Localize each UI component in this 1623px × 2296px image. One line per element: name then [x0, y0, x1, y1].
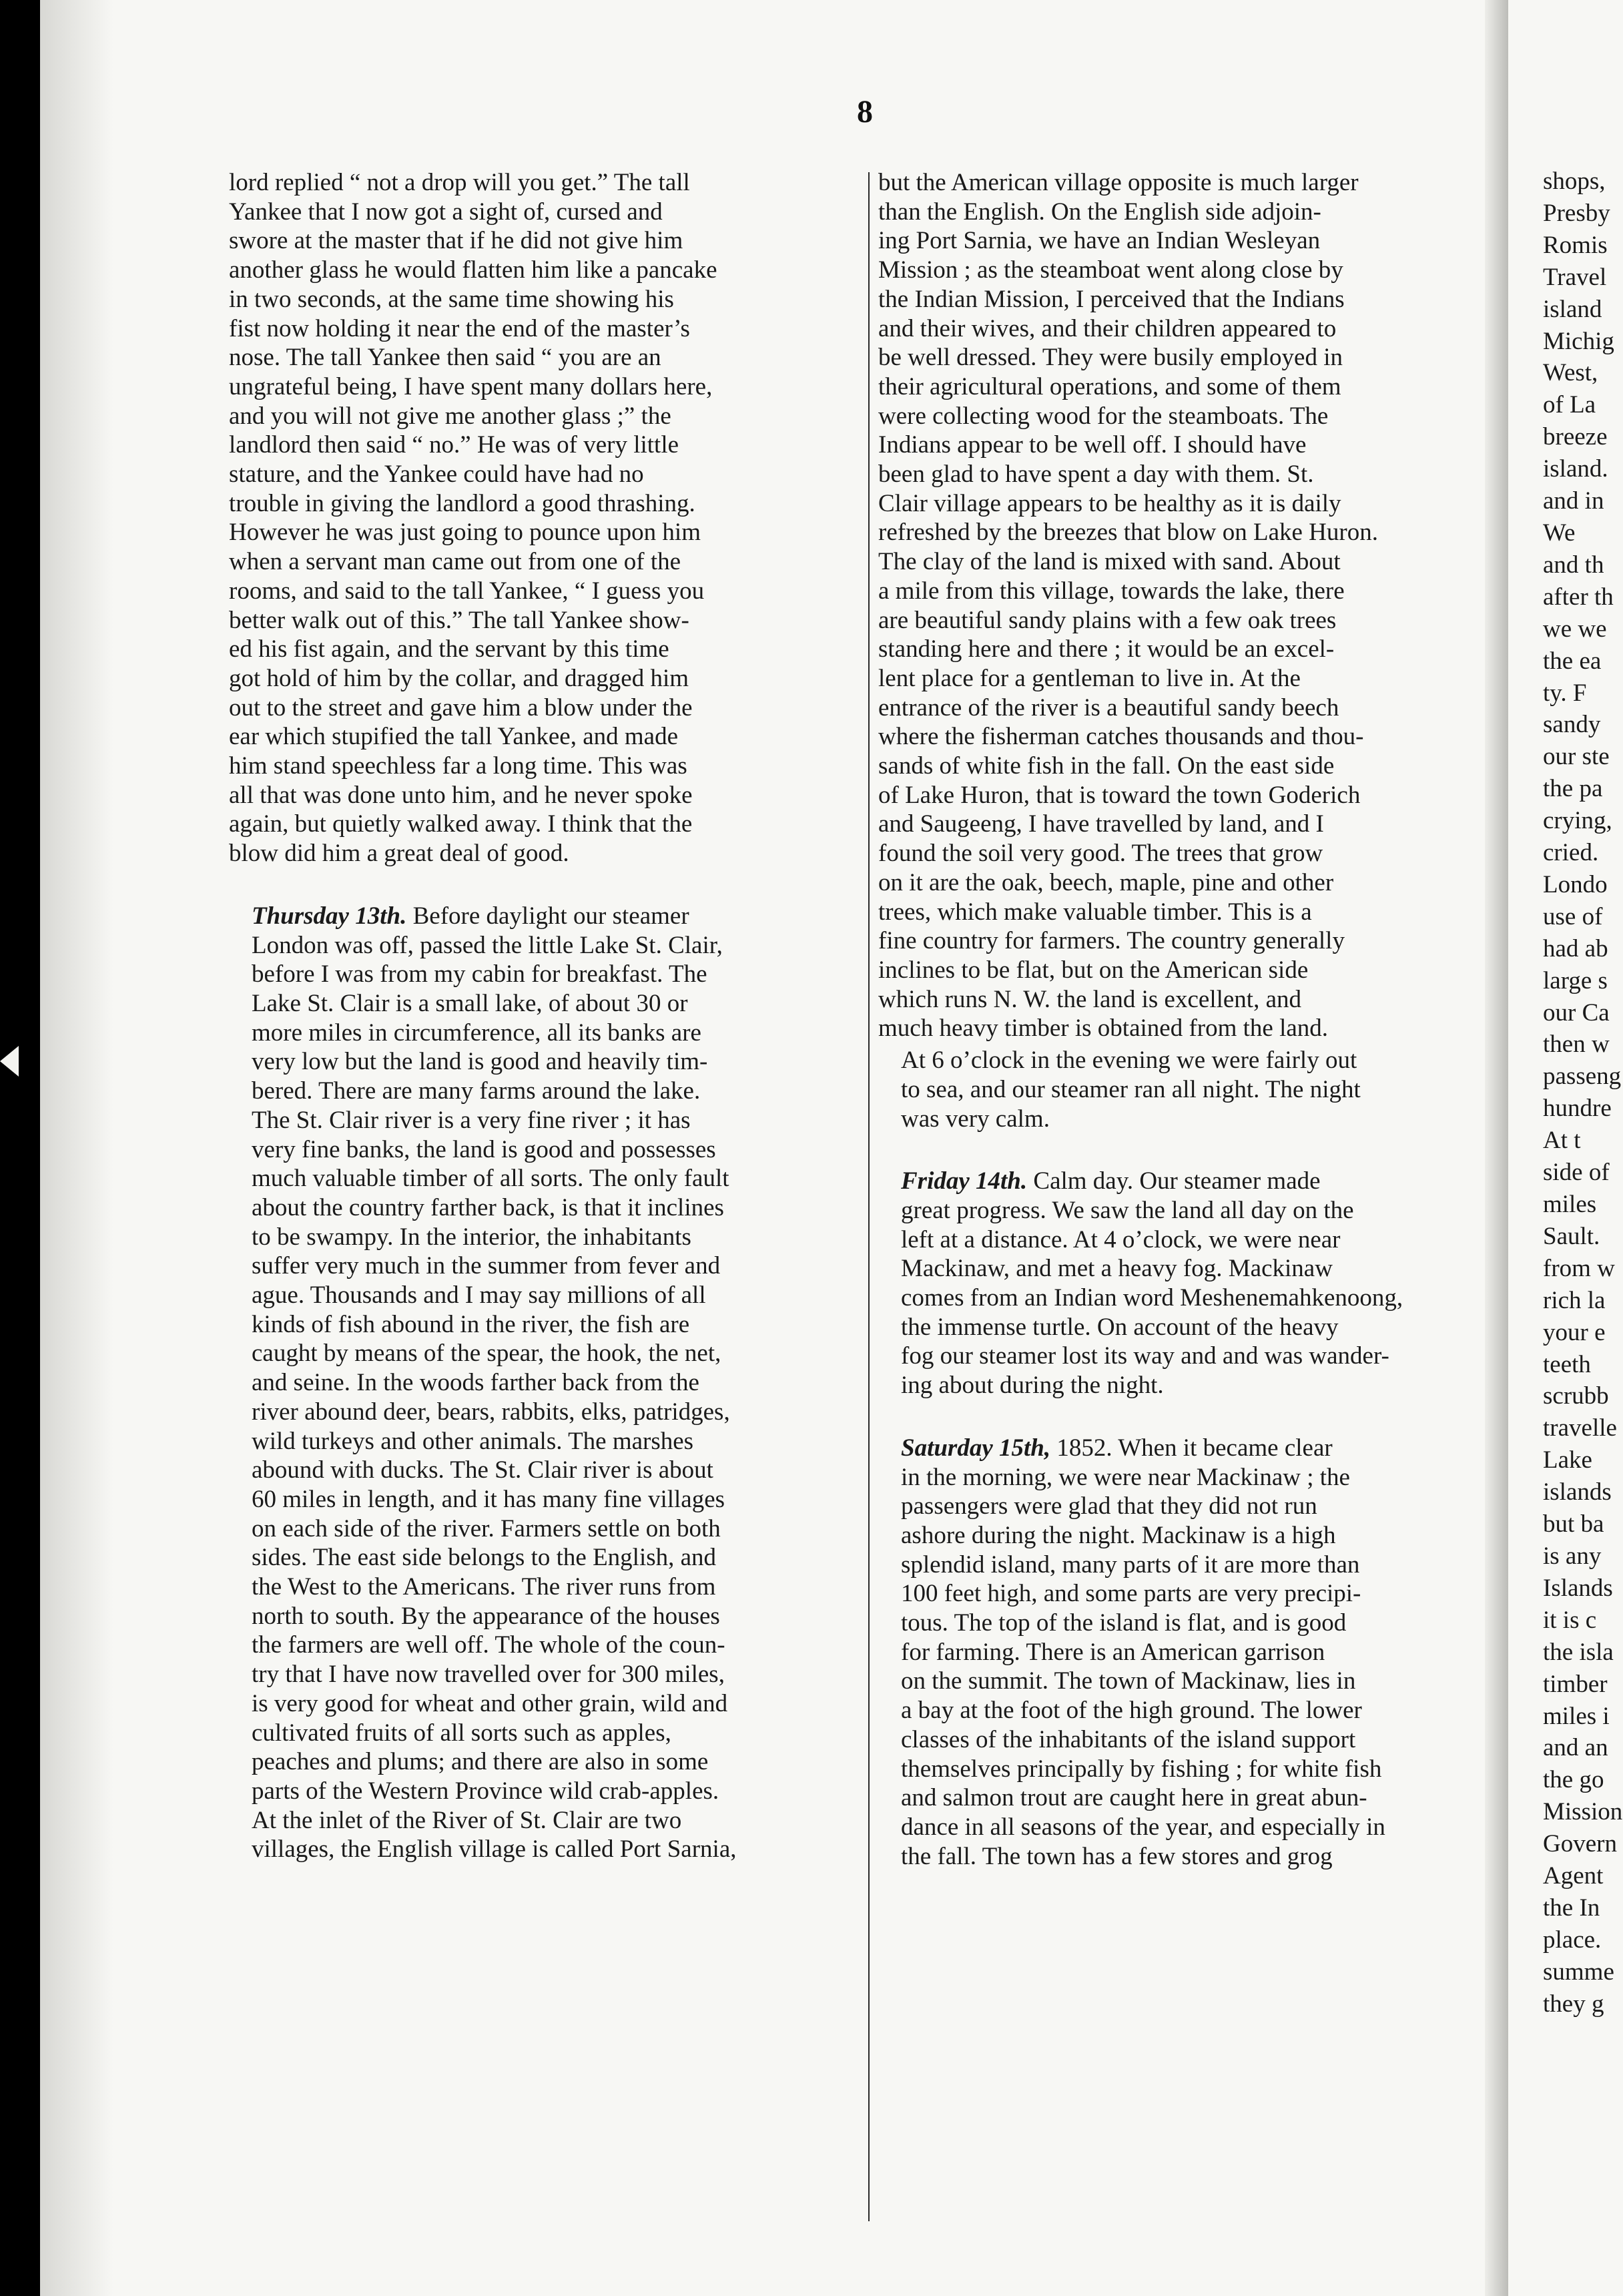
text-line: At 6 o’clock in the evening we were fairly out [901, 1047, 1357, 1075]
text-line: islands [1543, 1478, 1612, 1506]
text-line: Romis [1543, 231, 1608, 259]
text-line: to sea, and our steamer ran all night. The night [901, 1075, 1361, 1103]
text-line: out to the street and gave him a blow under the [229, 693, 693, 722]
text-line: on each side of the river. Farmers settle on both [252, 1514, 721, 1542]
text-line: better walk out of this.” The tall Yankee show- [229, 606, 689, 634]
paragraph-first-text: Calm day. Our steamer made [1033, 1167, 1321, 1195]
text-line: Indians appear to be well off. I should have [878, 431, 1307, 459]
text-line: timber [1543, 1670, 1608, 1698]
text-line: the pa [1543, 775, 1603, 803]
text-line: Islands [1543, 1574, 1613, 1602]
text-line: again, but quietly walked away. I think that the [229, 810, 693, 838]
text-line: island. [1543, 455, 1608, 483]
text-line: in two seconds, at the same time showing his [229, 285, 674, 313]
text-line: travelle [1543, 1414, 1617, 1442]
text-line: Michig [1543, 327, 1614, 355]
text-line: rooms, and said to the tall Yankee, “ I guess you [229, 577, 705, 605]
text-line: ing about during the night. [901, 1372, 1164, 1400]
text-line: then w [1543, 1031, 1610, 1059]
text-line: Mission [1543, 1798, 1623, 1826]
paragraph-evening [878, 1046, 1482, 1133]
text-line: your e [1543, 1318, 1606, 1346]
text-line: 100 feet high, and some parts are very precipi- [901, 1580, 1361, 1608]
text-line: ear which stupified the tall Yankee, and made [229, 723, 678, 751]
text-line: However he was just going to pounce upon him [229, 519, 701, 547]
right-column [878, 168, 1482, 1871]
text-line: but ba [1543, 1510, 1604, 1538]
text-line: of Lake Huron, that is toward the town Goderich [878, 781, 1361, 809]
text-line: and in [1543, 487, 1604, 515]
text-line: found the soil very good. The trees that grow [878, 840, 1323, 868]
text-line: large s [1543, 966, 1608, 994]
text-line: use of [1543, 902, 1603, 930]
text-line: stature, and the Yankee could have had no [229, 461, 644, 489]
text-line: where the fisherman catches thousands and thou- [878, 723, 1364, 751]
left-column [229, 168, 833, 1864]
text-line: breeze [1543, 423, 1608, 451]
text-line: much heavy timber is obtained from the land. [878, 1015, 1329, 1043]
text-line: crying, [1543, 807, 1612, 835]
text-line: the Indian Mission, I perceived that the Indians [878, 285, 1345, 313]
text-line: summe [1543, 1958, 1614, 1986]
text-line: the In [1543, 1894, 1600, 1922]
text-line: dance in all seasons of the year, and especially in [901, 1813, 1385, 1841]
text-line: Clair village appears to be healthy as it is daily [878, 489, 1341, 517]
text-line: ing Port Sarnia, we have an Indian Wesleyan [878, 227, 1321, 255]
text-line: about the country farther back, is that it inclines [252, 1193, 724, 1221]
text-line: At t [1543, 1127, 1581, 1155]
text-line: Mission ; as the steamboat went along close by [878, 256, 1343, 284]
text-line: great progress. We saw the land all day on the [901, 1196, 1354, 1224]
text-line: West, [1543, 359, 1598, 387]
text-line: from w [1543, 1254, 1615, 1282]
text-line: had ab [1543, 934, 1608, 962]
text-line: the go [1543, 1766, 1604, 1794]
page-number: 8 [857, 94, 873, 129]
paragraph-body [878, 1463, 1482, 1872]
paragraph-saturday [878, 1434, 1482, 1872]
margin-arrow-mark [0, 1046, 19, 1077]
text-line: Presby [1543, 199, 1610, 227]
text-line: Londo [1543, 870, 1608, 898]
text-line: but the American village opposite is much larger [878, 169, 1359, 196]
text-line: lord replied “ not a drop will you get.” The tall [229, 169, 690, 196]
text-line: swore at the master that if he did not give him [229, 227, 683, 255]
text-line: ty. F [1543, 679, 1587, 707]
text-line: were collecting wood for the steamboats. The [878, 402, 1329, 430]
text-line: very low but the land is good and heavily tim- [252, 1048, 708, 1076]
text-line: very fine banks, the land is good and possesses [252, 1135, 716, 1163]
text-line: themselves principally by fishing ; for white fish [901, 1755, 1382, 1783]
text-line: more miles in circumference, all its banks are [252, 1019, 701, 1047]
paragraph-american-village [878, 168, 1482, 1043]
text-line: when a servant man came out from one of the [229, 548, 681, 576]
text-line: a mile from this village, towards the lake, there [878, 577, 1345, 605]
text-line: wild turkeys and other animals. The marshes [252, 1427, 694, 1455]
text-line: and Saugeeng, I have travelled by land, and I [878, 810, 1324, 838]
text-line: cried. [1543, 839, 1599, 867]
text-line: nose. The tall Yankee then said “ you are an [229, 344, 661, 372]
text-line: was very calm. [901, 1105, 1050, 1133]
text-line: the isla [1543, 1638, 1614, 1666]
text-line: left at a distance. At 4 o’clock, we were near [901, 1225, 1341, 1253]
text-line: our Ca [1543, 998, 1610, 1027]
text-line: caught by means of the spear, the hook, the net, [252, 1340, 721, 1368]
text-line: the West to the Americans. The river runs from [252, 1573, 716, 1601]
text-line: inclines to be flat, but on the American side [878, 956, 1309, 984]
text-line: London was off, passed the little Lake St. Clair, [252, 931, 723, 959]
text-line: all that was done unto him, and he never spoke [229, 781, 693, 809]
text-line: before I was from my cabin for breakfast. The [252, 960, 707, 988]
text-line: on the summit. The town of Mackinaw, lies in [901, 1667, 1356, 1695]
paragraph-first-line [878, 1434, 1482, 1463]
text-line: got hold of him by the collar, and dragged him [229, 664, 689, 692]
text-line: island [1543, 295, 1602, 323]
text-line: him stand speechless far a long time. This was [229, 752, 687, 780]
text-line: refreshed by the breezes that blow on Lake Huron. [878, 519, 1378, 547]
text-line: and salmon trout are caught here in great abun- [901, 1784, 1367, 1812]
text-line: Agent [1543, 1862, 1604, 1890]
scan-border [0, 0, 40, 2296]
text-line: the fall. The town has a few stores and grog [901, 1842, 1333, 1870]
text-line: Yankee that I now got a sight of, cursed and [229, 198, 663, 226]
text-line: Govern [1543, 1830, 1617, 1858]
text-line: Sault. [1543, 1222, 1600, 1250]
text-line: hundre [1543, 1095, 1612, 1123]
date-heading: Thursday 13th. [252, 902, 407, 930]
text-line: fine country for farmers. The country generally [878, 927, 1345, 955]
text-line: ague. Thousands and I may say millions of all [252, 1281, 706, 1310]
text-line: sandy [1543, 711, 1601, 739]
text-line: be well dressed. They were busily employed in [878, 344, 1343, 372]
text-line: and th [1543, 551, 1604, 579]
text-line: bered. There are many farms around the lake. [252, 1077, 701, 1105]
date-heading: Saturday 15th, [901, 1434, 1051, 1462]
text-line: At the inlet of the River of St. Clair are two [252, 1806, 682, 1834]
text-line: ashore during the night. Mackinaw is a high [901, 1521, 1336, 1549]
text-line: of La [1543, 391, 1596, 419]
paragraph-first-line [229, 902, 833, 931]
text-line: rich la [1543, 1286, 1606, 1314]
text-line: fist now holding it near the end of the master’s [229, 314, 690, 342]
text-line: passeng [1543, 1063, 1622, 1091]
text-line: classes of the inhabitants of the island support [901, 1725, 1356, 1753]
text-line: trouble in giving the landlord a good thrashing. [229, 489, 695, 517]
text-line: sands of white fish in the fall. On the east side [878, 752, 1335, 780]
text-line: comes from an Indian word Meshenemahkenoong, [901, 1284, 1403, 1312]
text-line: side of [1543, 1159, 1610, 1187]
paragraph-first-text: 1852. When it became clear [1056, 1434, 1333, 1462]
paragraph-first-text: Before daylight our steamer [412, 902, 689, 930]
text-line: miles [1543, 1191, 1597, 1218]
text-line: and their wives, and their children appeared to [878, 314, 1337, 342]
text-line: abound with ducks. The St. Clair river is about [252, 1456, 713, 1484]
text-line: we we [1543, 615, 1607, 643]
text-line: place. [1543, 1926, 1602, 1954]
text-line: been glad to have spent a day with them. St. [878, 461, 1314, 489]
text-line: and seine. In the woods farther back from the [252, 1369, 699, 1397]
text-line: ungrateful being, I have spent many dollars here, [229, 372, 713, 400]
text-line: is very good for wheat and other grain, wild and [252, 1689, 728, 1717]
text-line: teeth [1543, 1350, 1591, 1378]
text-line: The St. Clair river is a very fine river ; it has [252, 1106, 691, 1134]
text-line: try that I have now travelled over for 300 miles, [252, 1661, 725, 1689]
text-line: entrance of the river is a beautiful sandy beech [878, 693, 1339, 722]
text-line: after th [1543, 583, 1614, 611]
text-line: are beautiful sandy plains with a few oak trees [878, 606, 1337, 634]
text-line: trees, which make valuable timber. This is a [878, 898, 1312, 926]
paragraph-body [878, 1196, 1482, 1400]
text-line: suffer very much in the summer from fever and [252, 1252, 721, 1280]
text-line: the ea [1543, 647, 1602, 675]
facing-page-text [1543, 166, 1623, 2020]
text-line: blow did him a great deal of good. [229, 840, 569, 868]
text-line: which runs N. W. the land is excellent, and [878, 985, 1302, 1013]
text-line: in the morning, we were near Mackinaw ; the [901, 1463, 1350, 1491]
facing-page [1508, 0, 1623, 2296]
text-line: sides. The east side belongs to the English, and [252, 1544, 717, 1572]
text-line: standing here and there ; it would be an excel- [878, 635, 1335, 663]
text-line: Mackinaw, and met a heavy fog. Mackinaw [901, 1255, 1333, 1283]
text-line: much valuable timber of all sorts. The only fault [252, 1165, 729, 1193]
text-line: and an [1543, 1734, 1608, 1762]
text-line: and you will not give me another glass ;” the [229, 402, 671, 430]
paragraph-first-line [878, 1167, 1482, 1196]
text-line: passengers were glad that they did not run [901, 1492, 1317, 1520]
text-line: the immense turtle. On account of the heavy [901, 1313, 1339, 1341]
text-line: peaches and plums; and there are also in some [252, 1748, 709, 1776]
text-line: to be swampy. In the interior, the inhabitants [252, 1223, 691, 1251]
text-line: miles i [1543, 1702, 1610, 1730]
paragraph-friday [878, 1167, 1482, 1400]
text-line: parts of the Western Province wild crab-apples. [252, 1777, 719, 1805]
text-line: for farming. There is an American garrison [901, 1638, 1325, 1666]
text-line: We [1543, 519, 1576, 547]
text-line: scrubb [1543, 1382, 1609, 1410]
text-line: our ste [1543, 743, 1610, 771]
text-line: tous. The top of the island is flat, and is good [901, 1609, 1347, 1637]
paragraph-landlord [229, 168, 833, 868]
text-line: on it are the oak, beech, maple, pine and other [878, 868, 1334, 896]
text-line: their agricultural operations, and some of them [878, 372, 1341, 400]
text-line: the farmers are well off. The whole of the coun- [252, 1631, 725, 1659]
date-heading: Friday 14th. [901, 1167, 1028, 1195]
text-line: is any [1543, 1542, 1602, 1570]
text-line: villages, the English village is called Port Sarnia, [252, 1835, 737, 1863]
text-line: ed his fist again, and the servant by this time [229, 635, 669, 663]
page-shadow [40, 0, 113, 2296]
text-line: The clay of the land is mixed with sand. About [878, 548, 1341, 576]
text-line: Lake St. Clair is a small lake, of about 30 or [252, 989, 688, 1017]
text-line: landlord then said “ no.” He was of very little [229, 431, 679, 459]
text-line: lent place for a gentleman to live in. At the [878, 664, 1301, 692]
text-line: fog our steamer lost its way and and was wander- [901, 1342, 1389, 1370]
text-line: it is c [1543, 1606, 1597, 1634]
text-line: cultivated fruits of all sorts such as apples, [252, 1719, 671, 1747]
text-line: than the English. On the English side adjoin- [878, 198, 1321, 226]
text-line: they g [1543, 1990, 1604, 2018]
text-line: north to south. By the appearance of the houses [252, 1602, 720, 1630]
paragraph-thursday [229, 902, 833, 1864]
text-line: 60 miles in length, and it has many fine villages [252, 1485, 725, 1513]
column-divider [868, 172, 870, 2221]
text-line: another glass he would flatten him like a pancake [229, 256, 717, 284]
paragraph-body [229, 931, 833, 1865]
text-line: a bay at the foot of the high ground. The lower [901, 1697, 1362, 1725]
text-line: river abound deer, bears, rabbits, elks, patridges, [252, 1398, 730, 1426]
text-line: kinds of fish abound in the river, the fish are [252, 1310, 690, 1338]
text-line: shops, [1543, 168, 1606, 195]
page-gutter [1485, 0, 1508, 2296]
text-line: splendid island, many parts of it are more than [901, 1550, 1360, 1579]
text-line: Travel [1543, 263, 1607, 291]
text-line: Lake [1543, 1446, 1592, 1474]
